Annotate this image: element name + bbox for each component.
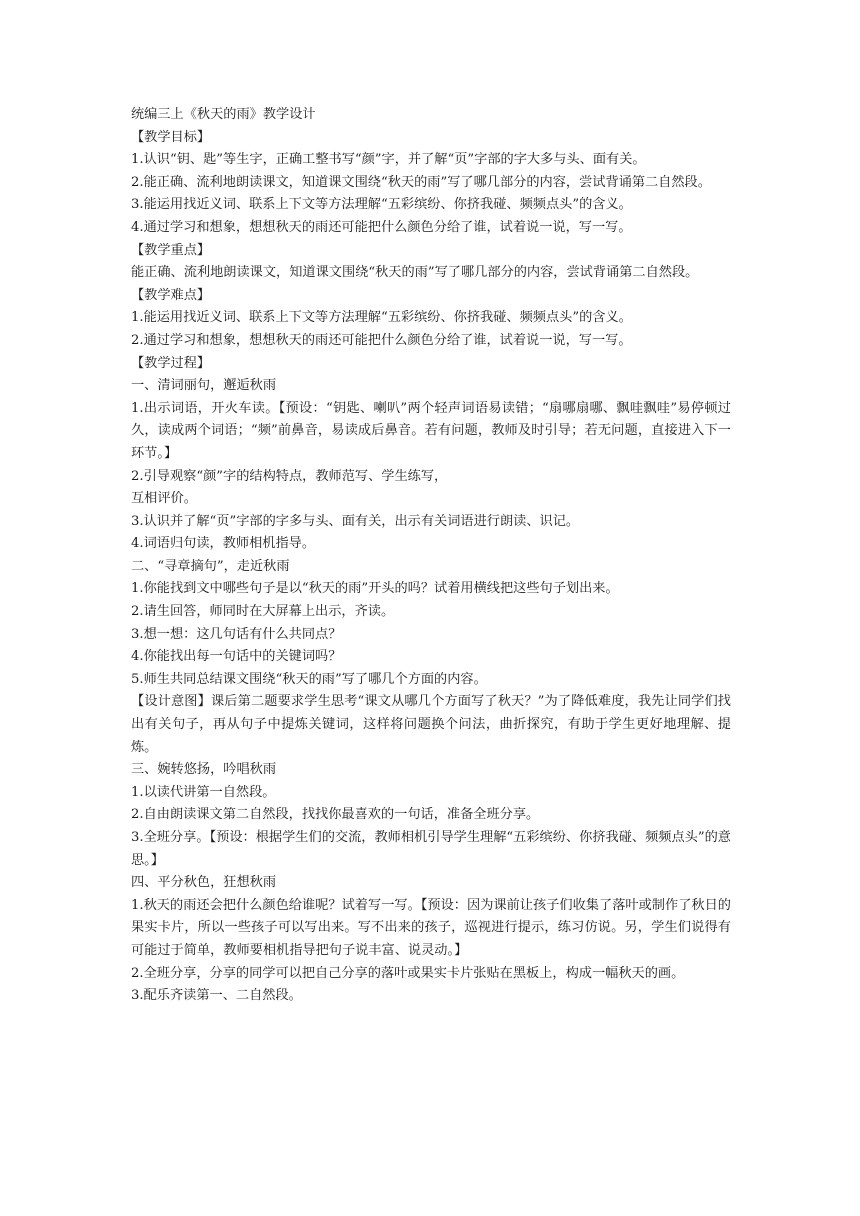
section-1-item-2a: 2.引导观察“颜”字的结构特点，教师范写、学生练写，: [131, 468, 448, 484]
section-1-item-2b: 互相评价。: [131, 491, 197, 507]
goal-item-2: 2.能正确、流利地朗读课文，知道课文围绕“秋天的雨”写了哪几部分的内容，尝试背诵第二自然段。: [131, 174, 711, 190]
section-3-item-3: 3.全班分享。【预设：根据学生们的交流，教师相机引导学生理解“五彩缤纷、你挤我碰、频频点头”的意思。】: [131, 830, 731, 868]
goal-item-4: 4.通过学习和想象，想想秋天的雨还可能把什么颜色分给了谁，试着说一说，写一写。: [131, 219, 632, 235]
difficulty-item-1: 1.能运用找近义词、联系上下文等方法理解“五彩缤纷、你挤我碰、频频点头”的含义。: [131, 310, 632, 326]
document-title: 统编三上《秋天的雨》教学设计: [131, 107, 316, 122]
difficulties-heading: 【教学难点】: [131, 287, 211, 303]
goal-item-3: 3.能运用找近义词、联系上下文等方法理解“五彩缤纷、你挤我碰、频频点头”的含义。: [131, 197, 632, 213]
section-2-item-5: 5.师生共同总结课文围绕“秋天的雨”写了哪几个方面的内容。: [131, 671, 487, 687]
process-heading: 【教学过程】: [131, 355, 211, 371]
section-2-item-2: 2.请生回答，师同时在大屏幕上出示，齐读。: [131, 604, 395, 620]
goals-heading: 【教学目标】: [131, 129, 211, 145]
section-3-item-2: 2.自由朗读课文第二自然段，找找你最喜欢的一句话，准备全班分享。: [131, 807, 540, 823]
section-4-item-3: 3.配乐齐读第一、二自然段。: [131, 988, 302, 1004]
section-1-item-4: 4.词语归句读，教师相机指导。: [131, 536, 316, 552]
section-4-title: 四、平分秋色，狂想秋雨: [131, 875, 277, 891]
section-4-item-1: 1.秋天的雨还会把什么颜色给谁呢？试着写一写。【预设：因为课前让孩子们收集了落叶或制作了秋日的果实卡片，所以一些孩子可以写出来。写不出来的孩子，巡视进行提示，练习仿说。另，学生们说得有可能过于简单，教师要相机指导把句子说丰富、说灵动。】: [131, 897, 731, 958]
section-2-item-3: 3.想一想：这几句话有什么共同点？: [131, 626, 342, 642]
section-2-item-1: 1.你能找到文中哪些句子是以“秋天的雨”开头的吗？试着用横线把这些句子划出来。: [131, 581, 619, 597]
section-2-item-4: 4.你能找出每一句话中的关键词吗？: [131, 649, 342, 665]
difficulty-item-2: 2.通过学习和想象，想想秋天的雨还可能把什么颜色分给了谁，试着说一说，写一写。: [131, 332, 632, 348]
key-points-text: 能正确、流利地朗读课文，知道课文围绕“秋天的雨”写了哪几部分的内容，尝试背诵第二自然段。: [131, 265, 699, 281]
design-intent: 【设计意图】课后第二题要求学生思考“课文从哪几个方面写了秋天？”为了降低难度，我先让同学们找出有关句子，再从句子中提炼关键词，这样将问题换个问法，曲折探究，有助于学生更好地理解、提炼。: [131, 694, 731, 755]
section-3-item-1: 1.以读代讲第一自然段。: [131, 784, 276, 800]
document-page: [131, 104, 731, 1008]
goal-item-1: 1.认识“钥、匙”等生字，正确工整书写“颜”字，并了解“页”字部的字大多与头、面有关。: [131, 152, 646, 168]
section-2-title: 二、“寻章摘句”，走近秋雨: [131, 558, 290, 574]
section-3-title: 三、婉转悠扬，吟唱秋雨: [131, 762, 277, 778]
section-1-title: 一、清词丽句，邂逅秋雨: [131, 378, 277, 394]
section-1-item-1: 1.出示词语，开火车读。【预设：“钥匙、喇叭”两个轻声词语易读错；“扇哪扇哪、飘哇飘哇”易停顿过久，读成两个词语；“频”前鼻音，易读成后鼻音。若有问题，教师及时引导；若无问题，直接进入下一环节。】: [131, 400, 731, 461]
section-4-item-2: 2.全班分享，分享的同学可以把自己分享的落叶或果实卡片张贴在黑板上，构成一幅秋天的画。: [131, 965, 685, 981]
section-1-item-3: 3.认识并了解“页”字部的字多与头、面有关，出示有关词语进行朗读、识记。: [131, 513, 580, 529]
key-points-heading: 【教学重点】: [131, 242, 211, 258]
